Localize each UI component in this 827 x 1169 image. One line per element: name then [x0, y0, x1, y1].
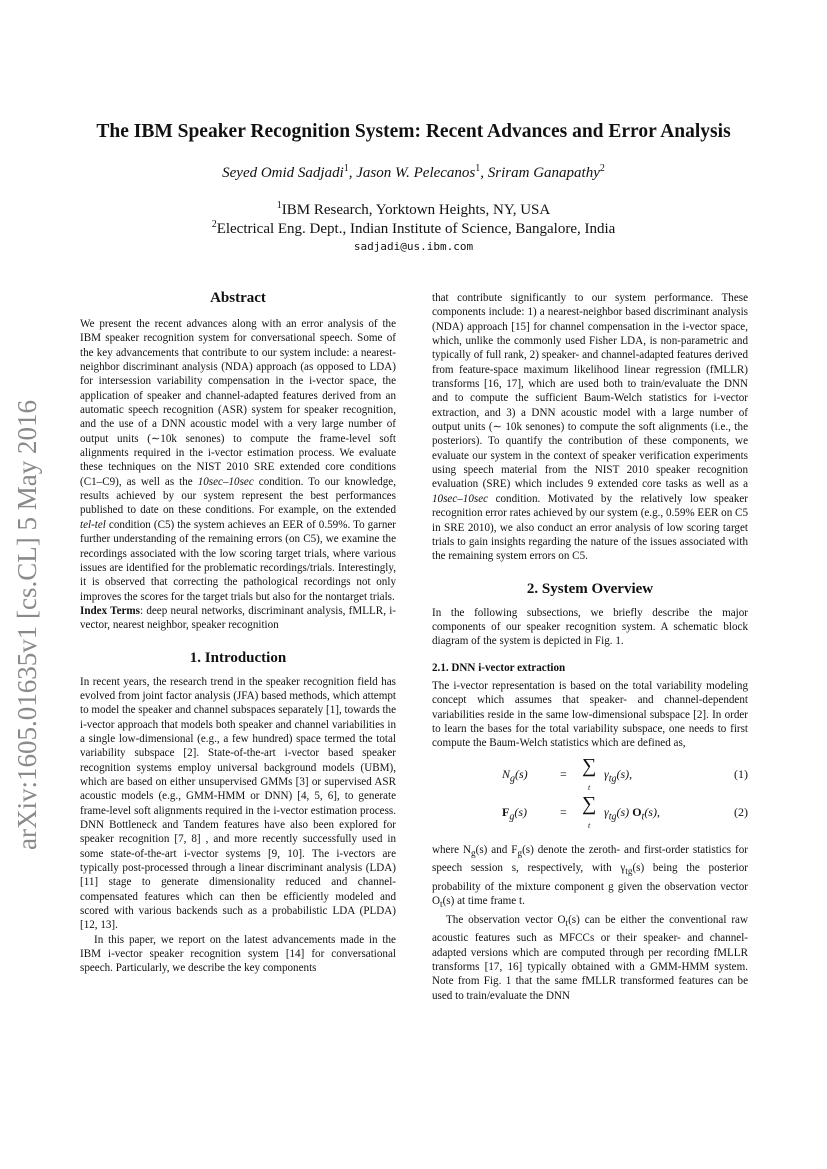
abstract-emph: tel-tel	[80, 518, 106, 531]
abstract-text: condition. To our knowledge, results achieved by our system represent the best performances published to date on these conditions. For example, on the extended	[80, 475, 397, 517]
abstract-text: We present the recent advances along with an error analysis of the IBM speaker recognition system for conversational speech. Some of the key advancements that contribute to our system include: a nearest-neighbor discriminant analysis (NDA) approach (as opposed to LDA) for intersession variability compensation in the i-vector space, the application of speaker and channel-adapted features derived from an automatic speech recognition (ASR) system for speaker recognition, and the use of a DNN acoustic model with a very large number of output units (∼10k senones) to compute the frame-level soft alignments required in the i-vector estimation process. We evaluate these techniques on the NIST 2010 SRE extended core conditions (C1–C9), as well as the	[80, 318, 396, 488]
observation-paragraph	[432, 913, 748, 1003]
eq-subscript: g	[517, 848, 523, 859]
body-text: (s) denote the zeroth- and first-order statistics for speech session s, respectively, with γ	[432, 843, 748, 875]
body-text: (s) and F	[475, 843, 518, 856]
eq-subscript: tg	[608, 773, 617, 785]
sum-index: t	[588, 820, 591, 830]
index-terms-text: : deep neural networks, discriminant analysis, fMLLR, i-vector, nearest neighbor, speaker recognition	[80, 604, 396, 632]
intro-heading: 1. Introduction	[189, 649, 287, 666]
eq-operator: =	[560, 766, 567, 781]
system-overview-heading: 2. System Overview	[526, 580, 654, 597]
intro-paragraph: In recent years, the research trend in the speaker recognition field has evolved from joint factor analysis (JFA) based methods, which attempt to model the speaker and channel subspaces separately [1], towards the i-vector approach that models both speaker and channel variabilities in a single low-dimensional (e.g., a few hundred) space termed the total variability subspace [2]. State-of-the-art i-vector based speaker recognition systems employ universal background models (UBM), which are based on either unsupervised GMMs [3] or supervised ASR acoustic models (e.g., GMM-HMM or DNN) [4, 5, 6], to generate frame-level soft alignments required in the i-vector estimation process. DNN Bottleneck and Tandem features have also been explored for speaker recognition [7, 8] , and more recently successfully used in some state-of-the-art i-vector systems [9, 10]. The i-vectors are typically post-processed through a linear discriminant analysis (LDA) [11] stage to generate dimensionality reduced and channel-compensated features which can then be efficiently modeled and scored with various backends such as a probabilistic LDA (PLDA) [12, 13].	[80, 675, 396, 932]
abstract-body	[80, 317, 396, 604]
system-overview-paragraph: In the following subsections, we briefly describe the major components of our speaker recognition system. A schematic block diagram of the system is depicted in Fig. 1.	[432, 606, 748, 648]
eq-symbol: O	[632, 804, 642, 819]
sum-symbol: ∑	[582, 754, 597, 777]
eq-subscript: tg	[625, 867, 633, 878]
author-name: Sriram Ganapathy	[487, 165, 600, 181]
eq-subscript: t	[641, 811, 645, 823]
subsection-paragraph: The i-vector representation is based on the total variability modeling concept which assumes that speaker- and channel-dependent variabilities reside in the same low-dimensional subspace [2]. In order to learn the bases for the total variability subspace, one needs to first compute the Baum-Welch statistics which are defined as,	[432, 679, 748, 750]
eq-subscript: t	[565, 918, 569, 929]
equation-number: (1)	[734, 766, 748, 781]
equation-2	[432, 792, 748, 831]
body-text: (s) being the posterior probability of the mixture component g given the observation vector O	[432, 862, 748, 908]
body-text: that contribute significantly to our system performance. These components include: 1) a nearest-neighbor based discriminant analysis (NDA) approach [15] for channel compensation in the i-vector space, which, unlike the commonly used Fisher LDA, is non-parametric and typically of full rank, 2) speaker- and channel-adapted features derived from feature-space maximum likelihood linear regression (fMLLR) transforms [16, 17], which are used both to train/evaluate the DNN and to compute the sufficient Baum-Welch statistics for i-vector extraction, and 3) a DNN acoustic model with a large number of output units (∼ 10k senones) to compute the soft alignments (i.e., the posteriors). To quantify the contribution of these components, we evaluate our system in the context of speaker verification experiments using speech material from the NIST 2010 speaker recognition evaluation (SRE) which includes 9 extended core tasks as well as a	[432, 292, 748, 491]
intro-continued	[432, 291, 748, 564]
sum-index: t	[588, 782, 591, 792]
equation-explanation	[432, 843, 748, 913]
author-affil-mark: 1	[475, 163, 481, 174]
body-text: The observation vector O	[446, 913, 566, 926]
subsection-heading: 2.1. DNN i-vector extraction	[432, 661, 566, 674]
eq-subscript: t	[440, 900, 443, 911]
author-affil-mark: 2	[599, 163, 605, 174]
affiliation-text: Electrical Eng. Dept., Indian Institute of Science, Bangalore, India	[216, 221, 616, 237]
eq2-lhs	[502, 805, 527, 825]
author-affil-mark: 1	[343, 163, 349, 174]
affiliation-2	[60, 219, 767, 238]
eq-arg: (s),	[616, 766, 633, 781]
eq-subscript: g	[471, 848, 476, 859]
body-text: (s) can be either the conventional raw acoustic features such as MFCCs or their speaker- and channel-adapted versions which are computed through per recording fMLLR transforms [17, 16] typically obtained with a GMM-HMM system. Note from Fig. 1 that the same fMLLR transformed features can be used to train/evaluate the DNN	[432, 913, 748, 1002]
eq-arg: (s)	[514, 804, 528, 819]
arxiv-identifier: arXiv:1605.01635v1 [cs.CL] 5 May 2016	[12, 400, 42, 850]
affil-mark: 2	[211, 219, 217, 230]
author-name: Jason W. Pelecanos	[356, 165, 476, 181]
author-name: Seyed Omid Sadjadi	[222, 165, 344, 181]
index-terms	[80, 604, 396, 633]
body-text: where N	[432, 843, 472, 856]
eq-symbol: N	[502, 766, 511, 781]
sum-symbol: ∑	[582, 792, 597, 815]
body-text: condition. Motivated by the relatively low speaker recognition error rates achieved by our system (e.g., 0.59% EER on C5 in SRE 2010), we also conduct an error analysis of low scoring target trials to gain insights regarding the nature of the issues associated with the remaining system errors on C5.	[432, 492, 748, 563]
eq-subscript: g	[510, 773, 516, 785]
affiliation-1	[60, 200, 767, 219]
right-column	[432, 291, 748, 1003]
eq-operator: =	[560, 804, 567, 819]
equation-number: (2)	[734, 804, 748, 819]
body-emph: 10sec–10sec	[432, 492, 489, 505]
eq-symbol: F	[502, 804, 510, 819]
eq-arg: (s)	[616, 804, 633, 819]
affil-mark: 1	[276, 200, 282, 211]
abstract-heading: Abstract	[210, 290, 266, 306]
equation-1	[432, 754, 748, 793]
eq1-rhs	[604, 767, 632, 787]
intro-paragraph: In this paper, we report on the latest advancements made in the IBM i-vector speaker recognition system [14] for conversational speech. Particularly, we describe the key components	[80, 933, 396, 975]
left-column	[80, 289, 396, 976]
paper-title: The IBM Speaker Recognition System: Recent Advances and Error Analysis	[96, 121, 731, 142]
body-text: (s) at time frame t.	[442, 895, 525, 908]
abstract-emph: 10sec–10sec	[197, 475, 254, 488]
author-email[interactable]: sadjadi@us.ibm.com	[353, 240, 474, 253]
author-list: Seyed Omid Sadjadi$^1$, Jason W. Pelecanos$^1$, Sriram Ganapathy$^2$	[222, 163, 605, 181]
eq-subscript: tg	[608, 811, 617, 823]
index-terms-label: Index Terms	[80, 604, 140, 617]
eq-subscript: g	[509, 811, 515, 823]
eq-arg: (s)	[515, 766, 528, 781]
eq-symbol: γ	[604, 766, 609, 781]
eq-arg: (s),	[644, 804, 660, 819]
affiliation-text: IBM Research, Yorktown Heights, NY, USA	[281, 202, 551, 218]
abstract-text: condition (C5) the system achieves an EER of 0.59%. To garner further understanding of the remaining errors (on C5), we examine the recordings associated with the low scoring target trials, where various issues are identified for the problematic recordings/trials. Interestingly, it is observed that correcting the pathological recordings not only improves the scores for the target trials but also for the nontarget trials.	[80, 518, 396, 603]
eq1-lhs	[502, 767, 528, 787]
eq-symbol: γ	[604, 804, 609, 819]
eq2-rhs	[604, 805, 660, 825]
